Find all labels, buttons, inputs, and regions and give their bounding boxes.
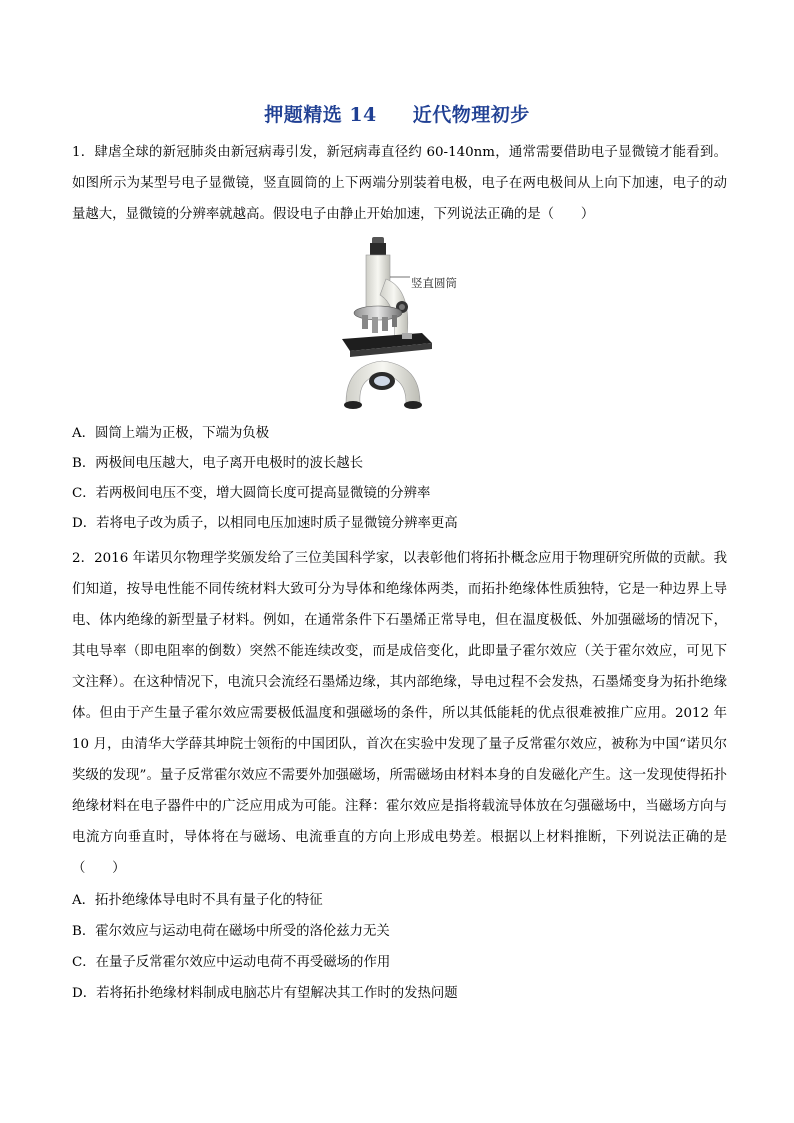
page-title-topic: 近代物理初步 bbox=[412, 104, 530, 126]
microscope-figure bbox=[336, 235, 476, 415]
q1-option-d: D．若将电子改为质子，以相同电压加速时质子显微镜分辨率更高 bbox=[72, 516, 458, 531]
q1-option-c: C．若两极间电压不变，增大圆筒长度可提高显微镜的分辨率 bbox=[72, 486, 431, 501]
figure-label-vertical-tube: 竖直圆筒 bbox=[411, 276, 457, 290]
question-1-stem: 1．肆虐全球的新冠肺炎由新冠病毒引发，新冠病毒直径约 60-140nm，通常需要借助电子显微镜才能看到。如图所示为某型号电子显微镜，竖直圆筒的上下两端分别装着电极，电子在两电极间从上向下加速，电子的动量越大，显微镜的分辨率就越高。假设电子由静止开始加速，下列说法正确的是（ ） bbox=[72, 145, 727, 222]
q1-option-a: A．圆筒上端为正极，下端为负极 bbox=[72, 426, 270, 441]
q1-option-b: B．两极间电压越大，电子离开电极时的波长越长 bbox=[72, 456, 364, 471]
question-2-stem: 2．2016 年诺贝尔物理学奖颁发给了三位美国科学家，以表彰他们将拓扑概念应用于物理研究所做的贡献。我们知道，按导电性能不同传统材料大致可分为导体和绝缘体两类，而拓扑绝缘体性质独特，它是一种边界上导电、体内绝缘的新型量子材料。例如，在通常条件下石墨烯正常导电，但在温度极低、外加强磁场的情况下，其电导率（即电阻率的倒数）突然不能连续改变，而是成倍变化，此即量子霍尔效应（关于霍尔效应，可见下文注释）。在这种情况下，电流只会流经石墨烯边缘，其内部绝缘，导电过程不会发热，石墨烯变身为拓扑绝缘体。但由于产生量子霍尔效应需要极低温度和强磁场的条件，所以其低能耗的优点很难被推广应用。2012 年 10 月，由清华大学薛其坤院士领衔的中国团队，首次在实验中发现了量子反常霍尔效应，被称为中国“诺贝尔奖级的发现”。量子反常霍尔效应不需要外加强磁场，所需磁场由材料本身的自发磁化产生。这一发现使得拓扑绝缘材料在电子器件中的广泛应用成为可能。注释：霍尔效应是指将载流导体放在匀强磁场中，当磁场方向与电流方向垂直时，导体将在与磁场、电流垂直的方向上形成电势差。根据以上材料推断，下列说法正确的是（ ） bbox=[72, 551, 727, 876]
q2-option-d: D．若将拓扑绝缘材料制成电脑芯片有望解决其工作时的发热问题 bbox=[72, 986, 458, 1001]
q2-option-c: C．在量子反常霍尔效应中运动电荷不再受磁场的作用 bbox=[72, 955, 391, 970]
page-title bbox=[0, 100, 794, 127]
page-title-number: 押题精选 14 bbox=[264, 104, 377, 126]
q2-option-b: B．霍尔效应与运动电荷在磁场中所受的洛伦兹力无关 bbox=[72, 924, 390, 939]
q2-option-a: A．拓扑绝缘体导电时不具有量子化的特征 bbox=[72, 893, 323, 908]
